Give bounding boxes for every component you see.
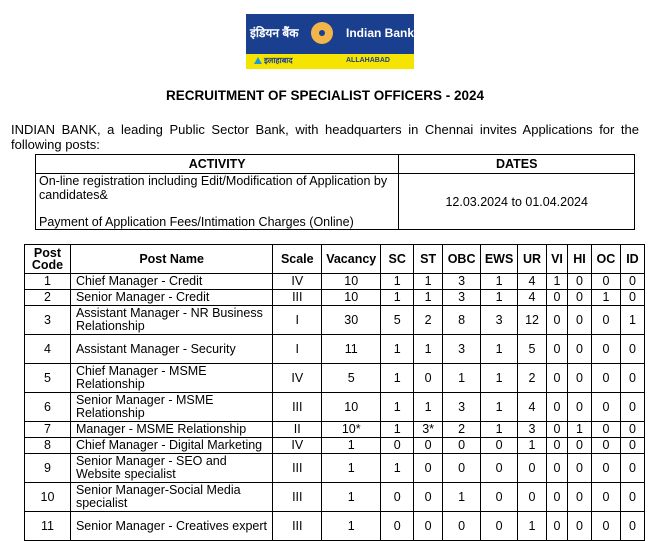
cell-vi: 0 [547,422,568,438]
schedule-header-row [36,155,635,174]
table-row [25,512,645,541]
cell-sc: 1 [381,290,414,306]
intro-paragraph: INDIAN BANK, a leading Public Sector Bank, with headquarters in Chennai invites Applications for the following posts: [11,122,639,152]
cell-vacancy: 10 [322,290,381,306]
cell-sc: 1 [381,364,414,393]
cell-sc: 5 [381,306,414,335]
posts-header-row [25,245,645,274]
cell-ews: 0 [481,512,518,541]
cell-oc: 0 [591,274,620,290]
cell-vacancy: 1 [322,438,381,454]
cell-scale: III [273,512,322,541]
table-row [25,290,645,306]
header-id: ID [620,245,644,274]
cell-ews: 3 [481,306,518,335]
header-vacancy: Vacancy [322,245,381,274]
cell-vacancy: 1 [322,454,381,483]
cell-ews: 1 [481,422,518,438]
cell-ur: 3 [518,422,547,438]
cell-obc: 2 [443,422,481,438]
header-st: ST [414,245,443,274]
cell-code: 7 [25,422,71,438]
cell-ur: 1 [518,438,547,454]
cell-obc: 3 [443,393,481,422]
table-row [25,274,645,290]
cell-vacancy: 11 [322,335,381,364]
cell-oc: 0 [591,422,620,438]
cell-vacancy: 10 [322,274,381,290]
cell-ur: 5 [518,335,547,364]
header-post-name: Post Name [70,245,272,274]
cell-sc: 0 [381,483,414,512]
cell-id: 0 [620,290,644,306]
cell-code: 8 [25,438,71,454]
cell-sc: 1 [381,393,414,422]
cell-st: 2 [414,306,443,335]
cell-code: 10 [25,483,71,512]
cell-name: Senior Manager - SEO and Website specialist [70,454,272,483]
cell-oc: 0 [591,512,620,541]
cell-obc: 8 [443,306,481,335]
cell-obc: 0 [443,438,481,454]
cell-st: 1 [414,290,443,306]
cell-obc: 3 [443,274,481,290]
cell-name: Manager - MSME Relationship [70,422,272,438]
header-oc: OC [591,245,620,274]
cell-obc: 3 [443,290,481,306]
cell-vacancy: 30 [322,306,381,335]
header-ur: UR [518,245,547,274]
cell-obc: 3 [443,335,481,364]
table-row [25,306,645,335]
cell-vi: 1 [547,274,568,290]
cell-hi: 0 [567,290,591,306]
schedule-table [35,154,635,230]
cell-oc: 0 [591,335,620,364]
indian-bank-logo [246,14,414,69]
cell-vacancy: 10 [322,393,381,422]
cell-vacancy: 1 [322,512,381,541]
cell-id: 0 [620,335,644,364]
cell-sc: 0 [381,438,414,454]
table-row [25,483,645,512]
header-scale: Scale [273,245,322,274]
cell-id: 1 [620,306,644,335]
header-sc: SC [381,245,414,274]
cell-hi: 0 [567,454,591,483]
cell-code: 2 [25,290,71,306]
cell-oc: 0 [591,483,620,512]
cell-oc: 0 [591,306,620,335]
table-row [25,422,645,438]
cell-st: 0 [414,483,443,512]
cell-st: 1 [414,393,443,422]
cell-ews: 1 [481,290,518,306]
logo-english-sub: ALLAHABAD [346,57,390,64]
header-ews: EWS [481,245,518,274]
cell-vi: 0 [547,306,568,335]
logo-hindi-name: इंडियन बैंक [250,26,299,40]
logo-hindi-sub: इलाहाबाद [264,56,293,65]
cell-vi: 0 [547,454,568,483]
cell-oc: 1 [591,290,620,306]
cell-sc: 1 [381,422,414,438]
table-row [25,364,645,393]
cell-name: Senior Manager - MSME Relationship [70,393,272,422]
cell-obc: 0 [443,512,481,541]
cell-code: 6 [25,393,71,422]
cell-vacancy: 1 [322,483,381,512]
cell-scale: I [273,335,322,364]
dates-header: DATES [399,155,635,174]
cell-vi: 0 [547,483,568,512]
cell-sc: 1 [381,274,414,290]
cell-hi: 0 [567,335,591,364]
cell-ews: 1 [481,393,518,422]
cell-sc: 1 [381,335,414,364]
cell-code: 1 [25,274,71,290]
cell-vi: 0 [547,290,568,306]
cell-ews: 0 [481,438,518,454]
cell-hi: 0 [567,393,591,422]
cell-ur: 12 [518,306,547,335]
cell-hi: 0 [567,274,591,290]
cell-ur: 4 [518,274,547,290]
cell-id: 0 [620,512,644,541]
cell-id: 0 [620,393,644,422]
cell-name: Senior Manager - Creatives expert [70,512,272,541]
cell-code: 3 [25,306,71,335]
cell-code: 5 [25,364,71,393]
cell-code: 9 [25,454,71,483]
cell-hi: 0 [567,512,591,541]
table-row [25,438,645,454]
cell-oc: 0 [591,364,620,393]
cell-name: Assistant Manager - NR Business Relationship [70,306,272,335]
table-row [25,335,645,364]
cell-name: Assistant Manager - Security [70,335,272,364]
cell-ur: 4 [518,290,547,306]
cell-scale: IV [273,438,322,454]
logo-english-name: Indian Bank [346,26,415,40]
logo-top-band [246,14,414,54]
cell-obc: 1 [443,364,481,393]
cell-vi: 0 [547,393,568,422]
cell-sc: 0 [381,512,414,541]
cell-sc: 1 [381,454,414,483]
activity-cell [36,174,399,230]
cell-name: Chief Manager - MSME Relationship [70,364,272,393]
cell-ur: 0 [518,483,547,512]
triangle-icon [254,57,262,64]
table-row [25,454,645,483]
cell-scale: III [273,483,322,512]
cell-vi: 0 [547,335,568,364]
cell-ur: 1 [518,512,547,541]
cell-ur: 0 [518,454,547,483]
cell-st: 0 [414,364,443,393]
activity-line-2: Payment of Application Fees/Intimation Charges (Online) [39,215,354,229]
cell-scale: IV [273,364,322,393]
cell-st: 0 [414,454,443,483]
cell-ews: 1 [481,274,518,290]
cell-vi: 0 [547,364,568,393]
header-vi: VI [547,245,568,274]
logo-bottom-band [246,54,414,69]
cell-ews: 1 [481,364,518,393]
activity-line-1: On-line registration including Edit/Modification of Application by candidates& [39,174,388,202]
cell-oc: 0 [591,454,620,483]
cell-hi: 0 [567,306,591,335]
cell-vacancy: 5 [322,364,381,393]
cell-ews: 0 [481,483,518,512]
cell-st: 0 [414,438,443,454]
cell-vi: 0 [547,438,568,454]
cell-hi: 0 [567,438,591,454]
cell-id: 0 [620,454,644,483]
cell-vacancy: 10* [322,422,381,438]
cell-name: Chief Manager - Digital Marketing [70,438,272,454]
cell-hi: 0 [567,364,591,393]
cell-scale: III [273,393,322,422]
cell-st: 3* [414,422,443,438]
cell-name: Senior Manager - Credit [70,290,272,306]
cell-hi: 0 [567,483,591,512]
cell-ur: 4 [518,393,547,422]
cell-ur: 2 [518,364,547,393]
cell-scale: I [273,306,322,335]
cell-scale: II [273,422,322,438]
cell-scale: IV [273,274,322,290]
cell-ews: 1 [481,335,518,364]
bank-emblem-icon [311,22,333,44]
cell-ews: 0 [481,454,518,483]
cell-code: 4 [25,335,71,364]
cell-name: Senior Manager-Social Media specialist [70,483,272,512]
header-obc: OBC [443,245,481,274]
dates-cell: 12.03.2024 to 01.04.2024 [399,174,635,230]
cell-id: 0 [620,438,644,454]
cell-id: 0 [620,483,644,512]
header-post-code: Post Code [25,245,71,274]
page-title: RECRUITMENT OF SPECIALIST OFFICERS - 2024 [165,88,485,103]
cell-obc: 0 [443,454,481,483]
cell-scale: III [273,454,322,483]
cell-name: Chief Manager - Credit [70,274,272,290]
cell-obc: 1 [443,483,481,512]
header-hi: HI [567,245,591,274]
cell-st: 1 [414,335,443,364]
cell-code: 11 [25,512,71,541]
cell-id: 0 [620,364,644,393]
table-row [25,393,645,422]
cell-id: 0 [620,274,644,290]
cell-hi: 1 [567,422,591,438]
cell-id: 0 [620,422,644,438]
cell-st: 1 [414,274,443,290]
cell-oc: 0 [591,393,620,422]
cell-oc: 0 [591,438,620,454]
posts-table [24,244,645,541]
cell-vi: 0 [547,512,568,541]
cell-st: 0 [414,512,443,541]
schedule-row [36,174,635,230]
cell-scale: III [273,290,322,306]
activity-header: ACTIVITY [36,155,399,174]
